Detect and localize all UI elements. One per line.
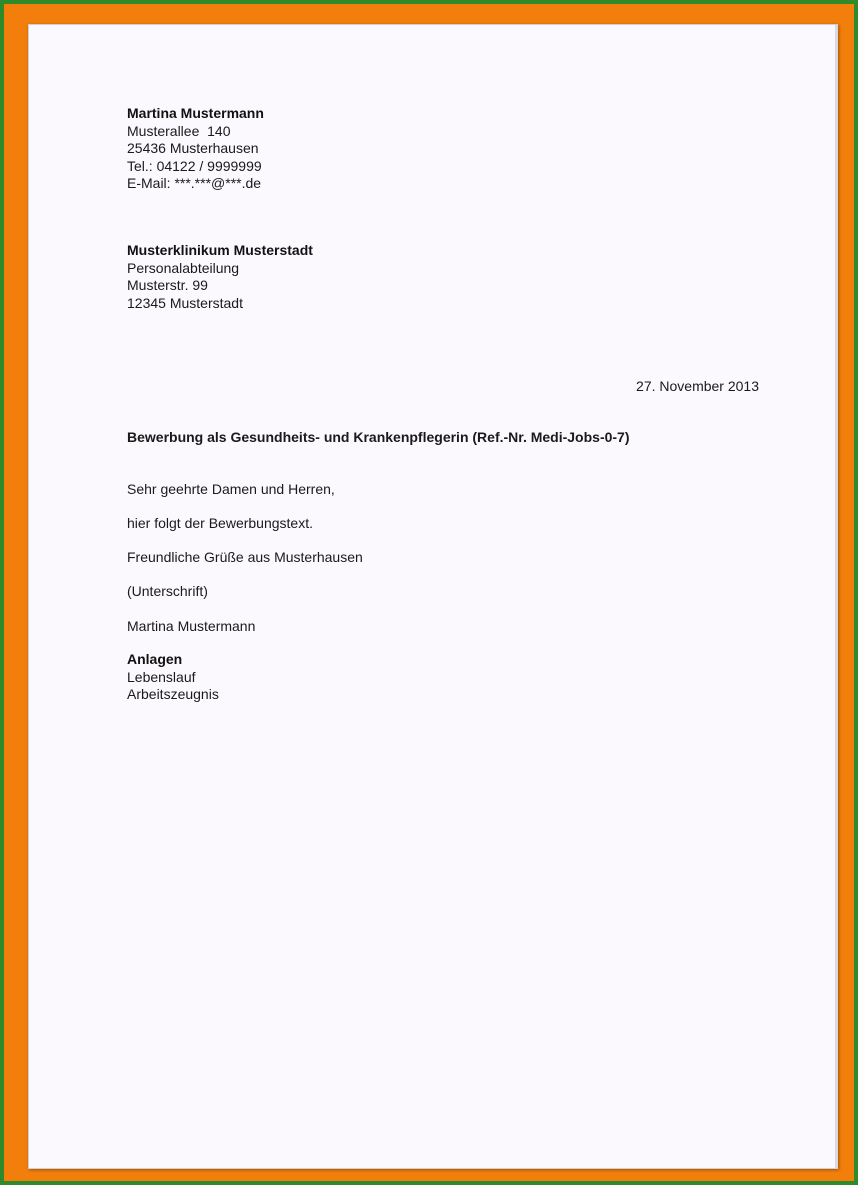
recipient-name: Musterklinikum Musterstadt xyxy=(127,242,313,258)
attachment-item: Lebenslauf xyxy=(127,668,196,685)
attachment-item: Arbeitszeugnis xyxy=(127,686,219,702)
attachments-section xyxy=(127,651,219,704)
letter-date: 27. November 2013 xyxy=(636,378,759,394)
salutation: Sehr geehrte Damen und Herren, xyxy=(127,481,335,497)
subject-line: Bewerbung als Gesundheits- und Krankenpflegerin (Ref.-Nr. Medi-Jobs-0-7) xyxy=(127,429,630,445)
recipient-department: Personalabteilung xyxy=(127,259,240,276)
recipient-city: 12345 Musterstadt xyxy=(127,294,243,311)
recipient-address xyxy=(127,242,313,312)
attachments-heading: Anlagen xyxy=(127,651,183,667)
letter-page xyxy=(28,24,838,1169)
body-text: hier folgt der Bewerbungstext. xyxy=(127,515,313,531)
orange-frame xyxy=(4,4,854,1181)
signer-name: Martina Mustermann xyxy=(127,618,256,634)
sender-phone: Tel.: 04122 / 9999999 xyxy=(127,157,262,174)
recipient-street: Musterstr. 99 xyxy=(127,277,208,293)
signature-placeholder: (Unterschrift) xyxy=(127,583,208,599)
sender-email: E-Mail: ***.***@***.de xyxy=(127,175,262,191)
sender-address xyxy=(127,105,264,193)
closing: Freundliche Grüße aus Musterhausen xyxy=(127,549,363,565)
sender-street: Musterallee 140 xyxy=(127,122,231,139)
sender-city: 25436 Musterhausen xyxy=(127,140,259,156)
sender-name: Martina Mustermann xyxy=(127,105,264,121)
